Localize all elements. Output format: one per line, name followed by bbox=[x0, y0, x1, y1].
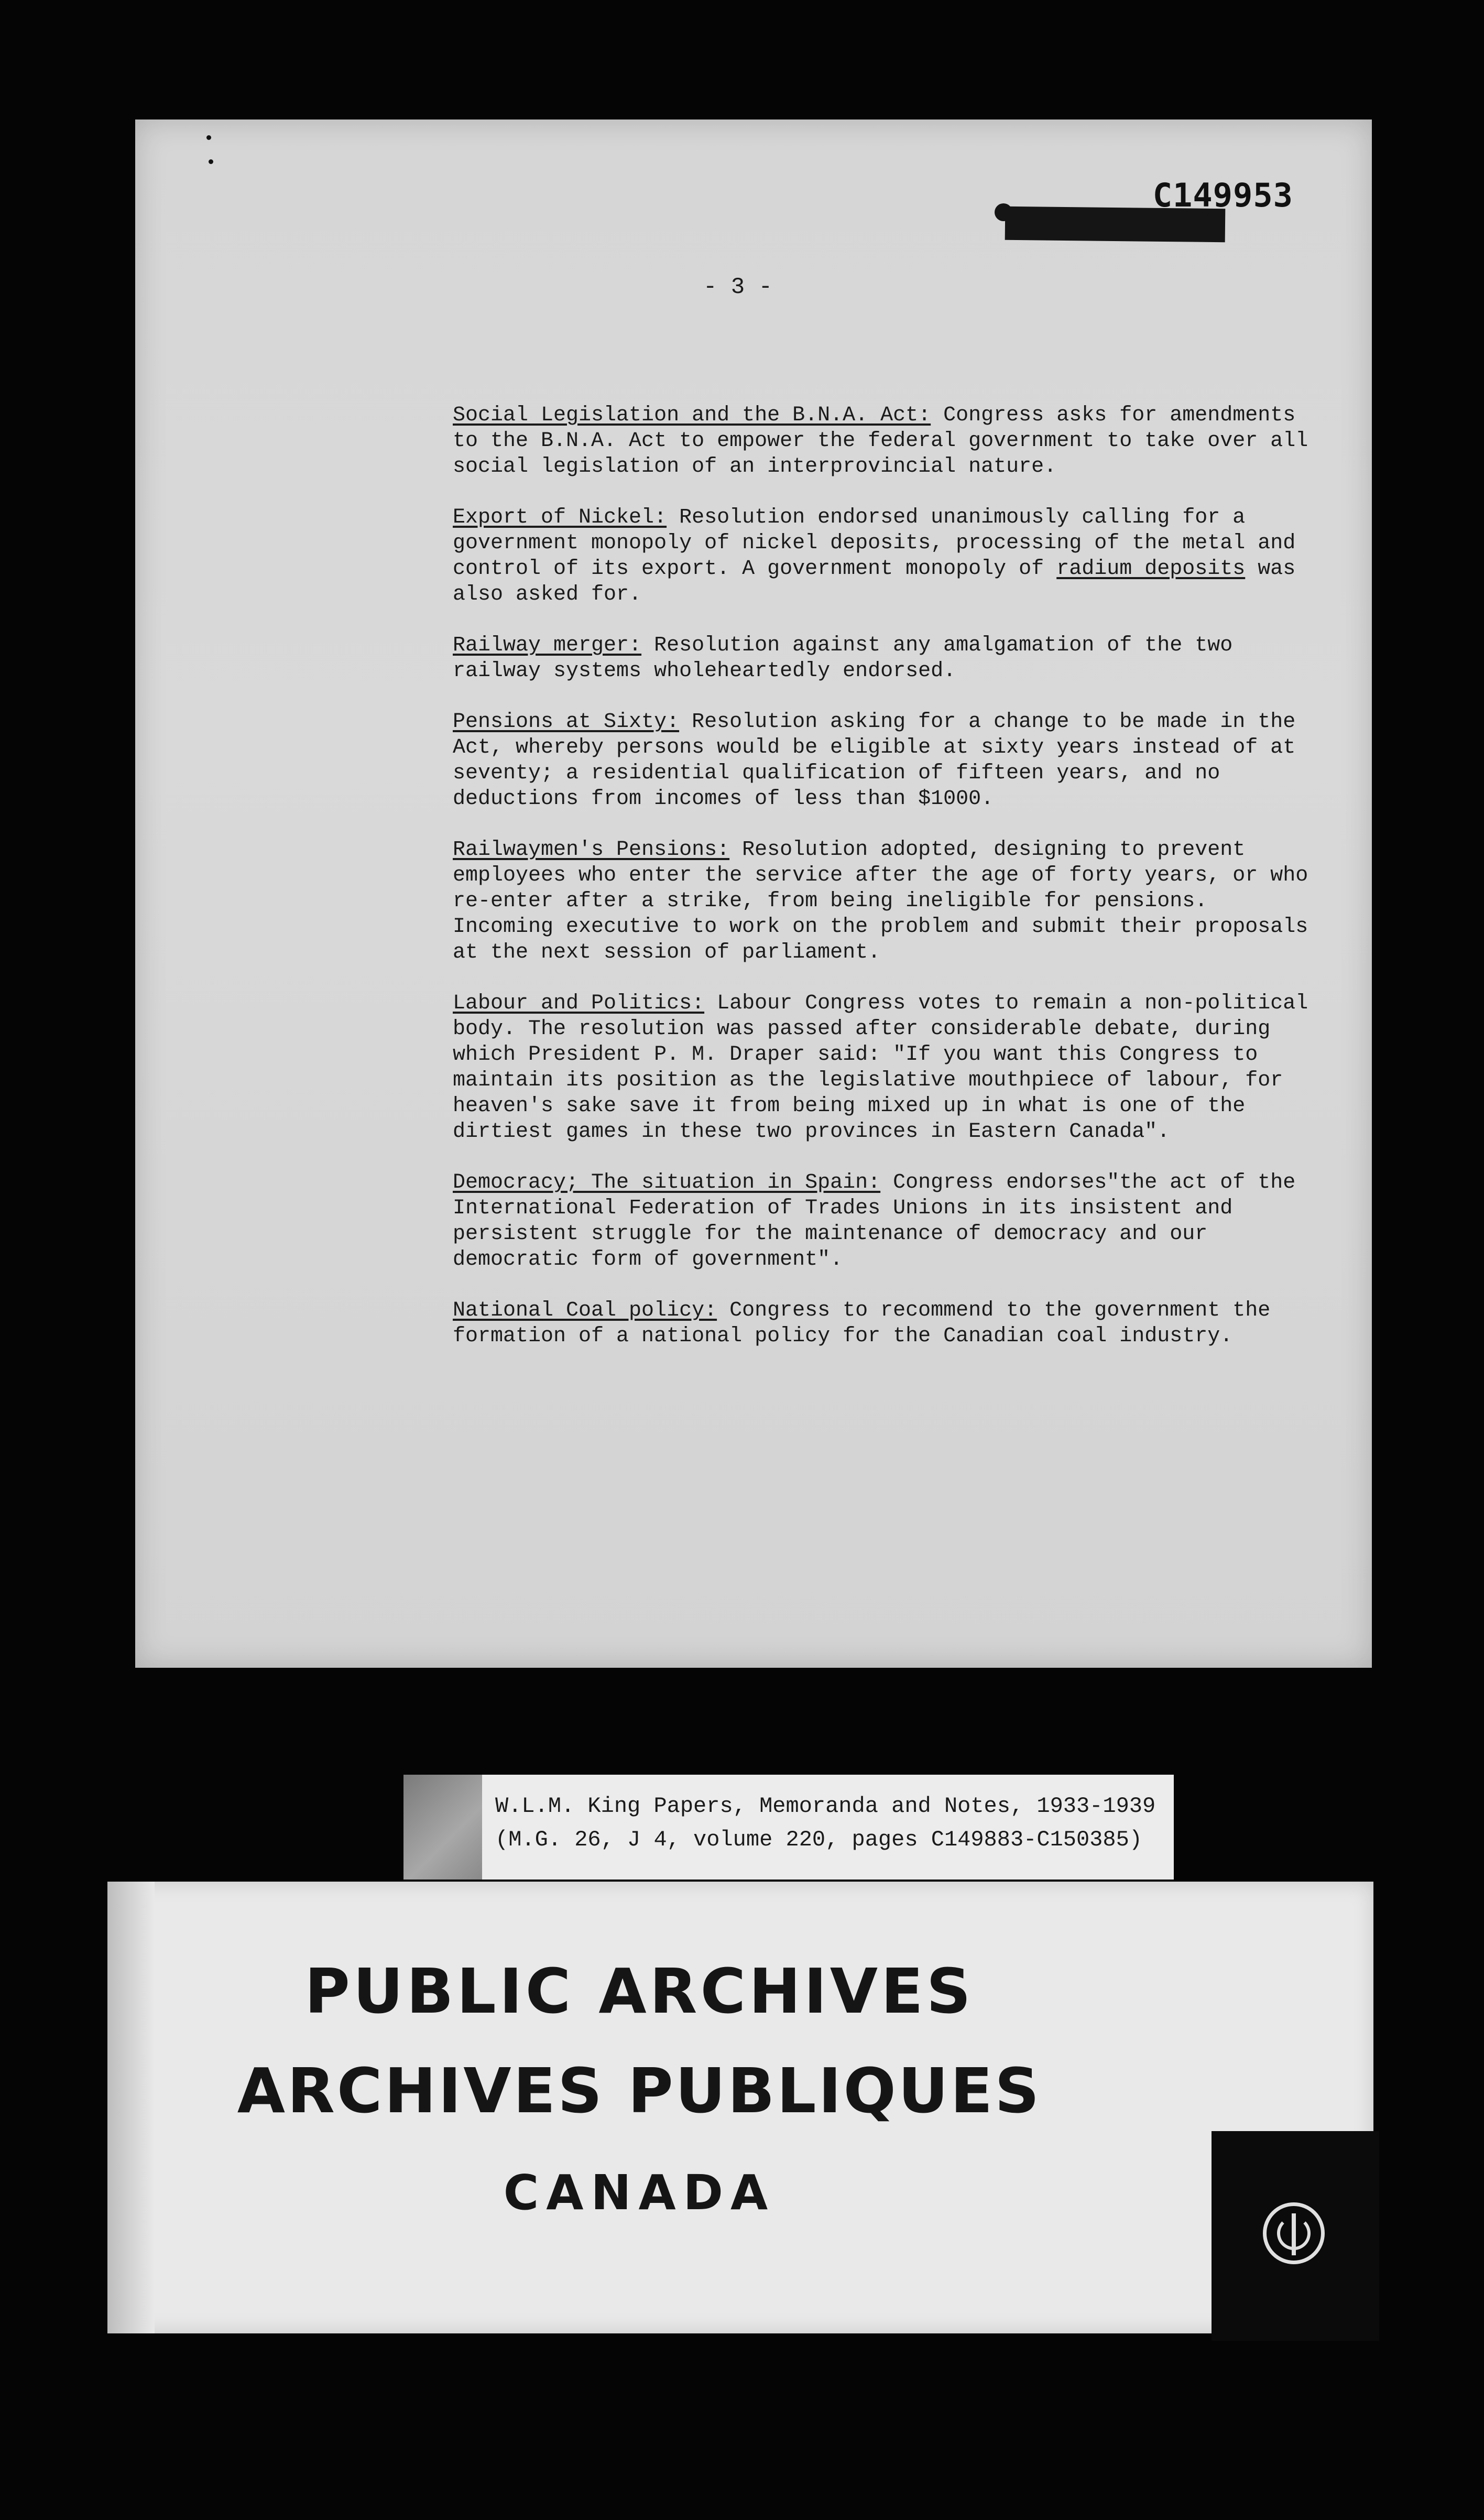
paragraph-text: Labour Congress votes to remain a non-political body. The resolution was passed after considerable debate, during which President P. M. Draper said: "If you want this Congress to maintain its position as the legislative mouthpiece of labour, for heaven's sake save it from being mixed up in what is one of the dirtiest games in these two provinces in Eastern Canada". bbox=[453, 992, 1308, 1144]
archive-card bbox=[107, 1882, 1373, 2333]
archive-title-english: PUBLIC ARCHIVES bbox=[304, 1955, 974, 2027]
punch-hole bbox=[209, 159, 213, 164]
reference-line-1: W.L.M. King Papers, Memoranda and Notes, 1933-1939 bbox=[495, 1794, 1156, 1819]
reference-line-2: (M.G. 26, J 4, volume 220, pages C149883-C150385) bbox=[495, 1827, 1143, 1852]
archive-title-french: ARCHIVES PUBLIQUES bbox=[237, 2055, 1042, 2127]
reference-label bbox=[403, 1775, 1174, 1880]
punch-hole bbox=[206, 135, 211, 140]
paragraph-railwaymen-pensions bbox=[453, 837, 1312, 965]
paragraph-heading: Labour and Politics: bbox=[453, 992, 705, 1015]
paragraph-text: Resolution against any amalgamation of the two railway systems wholeheartedly endorsed. bbox=[453, 634, 1233, 683]
paragraph-text: Congress asks for amendments to the B.N.A. Act to empower the federal government to take over all social legislation of an interprovincial nature. bbox=[453, 404, 1308, 479]
archive-country: CANADA bbox=[503, 2165, 776, 2221]
paragraph-heading: Democracy; The situation in Spain: bbox=[453, 1171, 881, 1194]
paragraph-labour-politics bbox=[453, 991, 1312, 1145]
archives-canada-logo-icon bbox=[1263, 2202, 1325, 2264]
paragraph-heading: Pensions at Sixty: bbox=[453, 710, 680, 734]
paragraph-heading: National Coal policy: bbox=[453, 1299, 717, 1322]
paragraph-text: Congress endorses"the act of the International Federation of Trades Unions in its insistent and persistent struggle for the maintenance of democracy and our democratic form of government". bbox=[453, 1171, 1296, 1272]
paragraph-social-legislation bbox=[453, 403, 1312, 480]
paragraph-pensions-sixty bbox=[453, 709, 1312, 812]
page-number: - 3 - bbox=[703, 274, 773, 300]
paragraph-heading: Railwaymen's Pensions: bbox=[453, 838, 730, 862]
paragraph-export-nickel bbox=[453, 505, 1312, 607]
document-number: C149953 bbox=[1152, 176, 1293, 214]
paragraph-national-coal bbox=[453, 1298, 1312, 1349]
paragraph-railway-merger bbox=[453, 633, 1312, 684]
paragraph-democracy-spain bbox=[453, 1170, 1312, 1273]
paragraph-heading: Export of Nickel: bbox=[453, 506, 667, 529]
paragraph-text: Resolution adopted, designing to prevent employees who enter the service after the age of forty years, or who re-enter after a strike, from being ineligible for pensions. Incoming executive to work on the problem and submit their proposals at the next session of parliament. bbox=[453, 838, 1308, 964]
paragraph-underlined-text: radium deposits bbox=[1056, 557, 1246, 581]
paragraph-heading: Railway merger: bbox=[453, 634, 642, 657]
paragraph-text: Resolution asking for a change to be made in the Act, whereby persons would be eligible at sixty years instead of at seventy; a residential qualification of fifteen years, and no deductions from incomes of less than $1000. bbox=[453, 710, 1296, 811]
paragraph-heading: Social Legislation and the B.N.A. Act: bbox=[453, 404, 931, 427]
paragraph-text: Resolution endorsed unanimously calling for a government monopoly of nickel deposits, processing of the metal and control of its export. A government monopoly of bbox=[453, 506, 1296, 581]
document-page bbox=[135, 120, 1372, 1668]
logo-block bbox=[1212, 2131, 1379, 2341]
reference-stamp bbox=[403, 1775, 482, 1880]
document-body bbox=[453, 403, 1312, 1374]
paragraph-text: Congress to recommend to the government the formation of a national policy for the Canadian coal industry. bbox=[453, 1299, 1271, 1348]
paragraph-text-tail: was also asked for. bbox=[453, 557, 1296, 606]
